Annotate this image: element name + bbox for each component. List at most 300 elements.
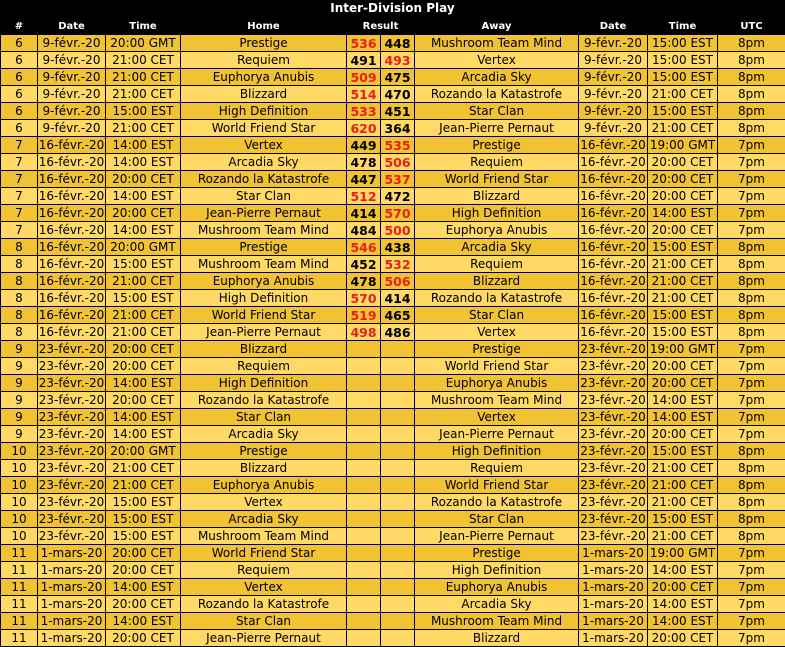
home-score-cell: [347, 375, 381, 392]
home-team-cell: World Friend Star: [181, 545, 347, 562]
away-time-cell: 19:00 GMT: [648, 545, 718, 562]
away-time-cell: 20:00 CET: [648, 171, 718, 188]
away-team-cell: Jean-Pierre Pernaut: [415, 120, 579, 137]
away-date-cell: 23-févr.-20: [579, 392, 648, 409]
away-team-cell: Rozando la Katastrofe: [415, 86, 579, 103]
week-cell: 9: [1, 409, 38, 426]
utc-cell: 8pm: [718, 86, 785, 103]
table-row: [1, 460, 785, 477]
home-score-cell: [347, 358, 381, 375]
away-team-cell: High Definition: [415, 205, 579, 222]
away-date-cell: 9-févr.-20: [579, 86, 648, 103]
week-cell: 8: [1, 324, 38, 341]
table-row: [1, 86, 785, 103]
away-team-cell: Mushroom Team Mind: [415, 613, 579, 630]
away-team-cell: Arcadia Sky: [415, 69, 579, 86]
week-cell: 8: [1, 273, 38, 290]
away-date-cell: 16-févr.-20: [579, 205, 648, 222]
away-score-cell: [381, 392, 415, 409]
away-team-cell: World Friend Star: [415, 358, 579, 375]
home-team-cell: Vertex: [181, 494, 347, 511]
away-date-cell: 23-févr.-20: [579, 511, 648, 528]
away-team-cell: Star Clan: [415, 307, 579, 324]
away-date-cell: 23-févr.-20: [579, 477, 648, 494]
home-score-cell: [347, 528, 381, 545]
away-time-cell: 21:00 CET: [648, 256, 718, 273]
home-date-cell: 9-févr.-20: [38, 52, 106, 69]
home-date-cell: 23-févr.-20: [38, 528, 106, 545]
utc-cell: 7pm: [718, 579, 785, 596]
away-time-cell: 15:00 EST: [648, 324, 718, 341]
home-score-cell: 447: [347, 171, 381, 188]
away-time-cell: 14:00 EST: [648, 409, 718, 426]
home-team-cell: Rozando la Katastrofe: [181, 171, 347, 188]
table-row: [1, 103, 785, 120]
table-row: [1, 171, 785, 188]
home-date-cell: 16-févr.-20: [38, 307, 106, 324]
home-team-cell: Requiem: [181, 358, 347, 375]
week-cell: 9: [1, 426, 38, 443]
utc-cell: 8pm: [718, 290, 785, 307]
away-team-cell: Blizzard: [415, 273, 579, 290]
home-score-cell: 414: [347, 205, 381, 222]
away-time-cell: 14:00 EST: [648, 392, 718, 409]
away-time-cell: 19:00 GMT: [648, 341, 718, 358]
table-row: [1, 137, 785, 154]
home-date-cell: 23-févr.-20: [38, 375, 106, 392]
away-score-cell: 532: [381, 256, 415, 273]
utc-cell: 7pm: [718, 222, 785, 239]
week-cell: 11: [1, 562, 38, 579]
week-cell: 10: [1, 477, 38, 494]
week-cell: 6: [1, 86, 38, 103]
table-row: [1, 494, 785, 511]
away-date-cell: 23-févr.-20: [579, 409, 648, 426]
away-score-cell: [381, 596, 415, 613]
table-row: [1, 273, 785, 290]
table-row: [1, 324, 785, 341]
away-time-cell: 20:00 CET: [648, 358, 718, 375]
utc-cell: 8pm: [718, 273, 785, 290]
away-time-cell: 20:00 CET: [648, 154, 718, 171]
away-date-cell: 9-févr.-20: [579, 103, 648, 120]
home-date-cell: 1-mars-20: [38, 596, 106, 613]
home-time-cell: 14:00 EST: [106, 188, 181, 205]
table-row: [1, 154, 785, 171]
utc-cell: 8pm: [718, 307, 785, 324]
away-team-cell: Prestige: [415, 545, 579, 562]
home-date-cell: 16-févr.-20: [38, 171, 106, 188]
away-team-cell: Euphorya Anubis: [415, 375, 579, 392]
away-time-cell: 14:00 EST: [648, 205, 718, 222]
away-score-cell: 472: [381, 188, 415, 205]
away-date-cell: 16-févr.-20: [579, 290, 648, 307]
utc-cell: 8pm: [718, 256, 785, 273]
home-time-cell: 14:00 EST: [106, 579, 181, 596]
away-time-cell: 21:00 CET: [648, 528, 718, 545]
away-score-cell: 465: [381, 307, 415, 324]
header-home-time: Time: [106, 18, 181, 35]
away-team-cell: Star Clan: [415, 103, 579, 120]
home-score-cell: [347, 613, 381, 630]
home-score-cell: 546: [347, 239, 381, 256]
away-time-cell: 21:00 CET: [648, 290, 718, 307]
home-team-cell: World Friend Star: [181, 307, 347, 324]
utc-cell: 7pm: [718, 154, 785, 171]
away-date-cell: 16-févr.-20: [579, 188, 648, 205]
table-row: [1, 239, 785, 256]
away-score-cell: [381, 528, 415, 545]
home-time-cell: 20:00 CET: [106, 630, 181, 647]
home-team-cell: Star Clan: [181, 188, 347, 205]
home-score-cell: [347, 579, 381, 596]
table-row: [1, 426, 785, 443]
home-time-cell: 15:00 EST: [106, 494, 181, 511]
home-time-cell: 20:00 GMT: [106, 35, 181, 52]
home-date-cell: 23-févr.-20: [38, 494, 106, 511]
table-row: [1, 562, 785, 579]
home-time-cell: 20:00 CET: [106, 205, 181, 222]
home-score-cell: [347, 511, 381, 528]
week-cell: 10: [1, 511, 38, 528]
away-date-cell: 23-févr.-20: [579, 375, 648, 392]
away-score-cell: 414: [381, 290, 415, 307]
away-team-cell: High Definition: [415, 562, 579, 579]
home-time-cell: 14:00 EST: [106, 426, 181, 443]
utc-cell: 8pm: [718, 239, 785, 256]
away-team-cell: Requiem: [415, 256, 579, 273]
home-date-cell: 1-mars-20: [38, 613, 106, 630]
away-time-cell: 21:00 CET: [648, 460, 718, 477]
table-row: [1, 409, 785, 426]
week-cell: 11: [1, 545, 38, 562]
away-date-cell: 23-févr.-20: [579, 460, 648, 477]
away-team-cell: Jean-Pierre Pernaut: [415, 426, 579, 443]
schedule-body: [1, 35, 785, 647]
home-date-cell: 1-mars-20: [38, 630, 106, 647]
utc-cell: 8pm: [718, 443, 785, 460]
away-time-cell: 15:00 EST: [648, 35, 718, 52]
home-team-cell: Mushroom Team Mind: [181, 528, 347, 545]
week-cell: 9: [1, 392, 38, 409]
home-score-cell: 570: [347, 290, 381, 307]
away-team-cell: Vertex: [415, 52, 579, 69]
home-time-cell: 21:00 CET: [106, 273, 181, 290]
away-score-cell: [381, 579, 415, 596]
home-team-cell: Euphorya Anubis: [181, 477, 347, 494]
home-time-cell: 15:00 EST: [106, 511, 181, 528]
away-score-cell: 451: [381, 103, 415, 120]
home-score-cell: [347, 494, 381, 511]
table-row: [1, 290, 785, 307]
home-team-cell: Jean-Pierre Pernaut: [181, 630, 347, 647]
utc-cell: 8pm: [718, 103, 785, 120]
away-date-cell: 16-févr.-20: [579, 239, 648, 256]
home-team-cell: Requiem: [181, 562, 347, 579]
week-cell: 7: [1, 154, 38, 171]
away-team-cell: Requiem: [415, 154, 579, 171]
header-row: [1, 18, 785, 35]
utc-cell: 7pm: [718, 545, 785, 562]
home-time-cell: 21:00 CET: [106, 69, 181, 86]
away-date-cell: 23-févr.-20: [579, 358, 648, 375]
utc-cell: 7pm: [718, 171, 785, 188]
home-time-cell: 14:00 EST: [106, 409, 181, 426]
away-time-cell: 21:00 CET: [648, 273, 718, 290]
away-date-cell: 16-févr.-20: [579, 154, 648, 171]
away-score-cell: 364: [381, 120, 415, 137]
table-row: [1, 69, 785, 86]
week-cell: 9: [1, 375, 38, 392]
home-date-cell: 23-févr.-20: [38, 409, 106, 426]
home-time-cell: 14:00 EST: [106, 375, 181, 392]
away-time-cell: 15:00 EST: [648, 511, 718, 528]
home-team-cell: Prestige: [181, 35, 347, 52]
header-away: Away: [415, 18, 579, 35]
home-time-cell: 15:00 EST: [106, 256, 181, 273]
away-team-cell: World Friend Star: [415, 171, 579, 188]
away-time-cell: 20:00 CET: [648, 375, 718, 392]
home-score-cell: 491: [347, 52, 381, 69]
home-score-cell: [347, 596, 381, 613]
away-time-cell: 20:00 CET: [648, 579, 718, 596]
home-time-cell: 14:00 EST: [106, 613, 181, 630]
away-time-cell: 21:00 CET: [648, 494, 718, 511]
away-score-cell: [381, 358, 415, 375]
home-time-cell: 21:00 CET: [106, 477, 181, 494]
home-score-cell: [347, 630, 381, 647]
utc-cell: 7pm: [718, 137, 785, 154]
away-date-cell: 16-févr.-20: [579, 137, 648, 154]
away-team-cell: Rozando la Katastrofe: [415, 494, 579, 511]
away-score-cell: 470: [381, 86, 415, 103]
away-time-cell: 14:00 EST: [648, 596, 718, 613]
home-time-cell: 21:00 CET: [106, 86, 181, 103]
away-score-cell: [381, 443, 415, 460]
home-team-cell: Vertex: [181, 579, 347, 596]
week-cell: 6: [1, 35, 38, 52]
header-home: Home: [181, 18, 347, 35]
home-score-cell: 519: [347, 307, 381, 324]
week-cell: 8: [1, 307, 38, 324]
utc-cell: 8pm: [718, 35, 785, 52]
away-time-cell: 21:00 CET: [648, 120, 718, 137]
away-team-cell: Arcadia Sky: [415, 596, 579, 613]
home-date-cell: 23-févr.-20: [38, 477, 106, 494]
away-score-cell: 537: [381, 171, 415, 188]
table-row: [1, 596, 785, 613]
home-score-cell: 620: [347, 120, 381, 137]
home-date-cell: 1-mars-20: [38, 562, 106, 579]
away-score-cell: [381, 426, 415, 443]
away-date-cell: 9-févr.-20: [579, 52, 648, 69]
away-score-cell: 506: [381, 154, 415, 171]
utc-cell: 8pm: [718, 120, 785, 137]
home-time-cell: 15:00 EST: [106, 528, 181, 545]
header-week: #: [1, 18, 38, 35]
home-score-cell: [347, 460, 381, 477]
home-time-cell: 21:00 CET: [106, 52, 181, 69]
away-score-cell: [381, 613, 415, 630]
home-team-cell: Star Clan: [181, 613, 347, 630]
home-score-cell: 478: [347, 273, 381, 290]
home-date-cell: 16-févr.-20: [38, 205, 106, 222]
week-cell: 7: [1, 137, 38, 154]
away-date-cell: 9-févr.-20: [579, 120, 648, 137]
away-score-cell: [381, 477, 415, 494]
home-time-cell: 20:00 CET: [106, 392, 181, 409]
away-time-cell: 14:00 EST: [648, 562, 718, 579]
away-date-cell: 9-févr.-20: [579, 69, 648, 86]
home-team-cell: Euphorya Anubis: [181, 69, 347, 86]
home-score-cell: [347, 562, 381, 579]
away-date-cell: 23-févr.-20: [579, 443, 648, 460]
table-row: [1, 630, 785, 647]
table-row: [1, 579, 785, 596]
week-cell: 7: [1, 205, 38, 222]
home-time-cell: 21:00 CET: [106, 307, 181, 324]
home-date-cell: 23-févr.-20: [38, 460, 106, 477]
utc-cell: 7pm: [718, 409, 785, 426]
utc-cell: 7pm: [718, 392, 785, 409]
home-team-cell: Euphorya Anubis: [181, 273, 347, 290]
home-team-cell: Blizzard: [181, 460, 347, 477]
utc-cell: 7pm: [718, 426, 785, 443]
home-time-cell: 20:00 GMT: [106, 239, 181, 256]
home-time-cell: 21:00 CET: [106, 460, 181, 477]
home-team-cell: Vertex: [181, 137, 347, 154]
week-cell: 7: [1, 222, 38, 239]
away-time-cell: 21:00 CET: [648, 477, 718, 494]
home-team-cell: Prestige: [181, 443, 347, 460]
away-time-cell: 15:00 EST: [648, 443, 718, 460]
home-date-cell: 23-févr.-20: [38, 358, 106, 375]
home-time-cell: 15:00 EST: [106, 290, 181, 307]
away-date-cell: 23-févr.-20: [579, 494, 648, 511]
week-cell: 6: [1, 52, 38, 69]
week-cell: 6: [1, 120, 38, 137]
away-score-cell: 570: [381, 205, 415, 222]
header-utc: UTC: [718, 18, 785, 35]
week-cell: 11: [1, 613, 38, 630]
home-team-cell: High Definition: [181, 103, 347, 120]
away-team-cell: Arcadia Sky: [415, 239, 579, 256]
home-date-cell: 23-févr.-20: [38, 392, 106, 409]
utc-cell: 8pm: [718, 511, 785, 528]
table-row: [1, 375, 785, 392]
home-time-cell: 20:00 CET: [106, 545, 181, 562]
away-time-cell: 14:00 EST: [648, 613, 718, 630]
home-date-cell: 16-févr.-20: [38, 239, 106, 256]
away-date-cell: 1-mars-20: [579, 596, 648, 613]
table-row: [1, 545, 785, 562]
away-team-cell: Prestige: [415, 341, 579, 358]
home-score-cell: [347, 443, 381, 460]
away-team-cell: Euphorya Anubis: [415, 222, 579, 239]
home-date-cell: 23-févr.-20: [38, 341, 106, 358]
home-score-cell: [347, 392, 381, 409]
away-team-cell: High Definition: [415, 443, 579, 460]
away-time-cell: 15:00 EST: [648, 69, 718, 86]
home-score-cell: 484: [347, 222, 381, 239]
utc-cell: 7pm: [718, 205, 785, 222]
home-date-cell: 16-févr.-20: [38, 222, 106, 239]
away-time-cell: 15:00 EST: [648, 239, 718, 256]
home-team-cell: High Definition: [181, 375, 347, 392]
away-score-cell: 438: [381, 239, 415, 256]
away-time-cell: 21:00 CET: [648, 86, 718, 103]
home-score-cell: 478: [347, 154, 381, 171]
home-date-cell: 23-févr.-20: [38, 443, 106, 460]
home-date-cell: 16-févr.-20: [38, 324, 106, 341]
home-score-cell: 512: [347, 188, 381, 205]
utc-cell: 8pm: [718, 528, 785, 545]
away-team-cell: Blizzard: [415, 630, 579, 647]
utc-cell: 8pm: [718, 52, 785, 69]
utc-cell: 8pm: [718, 69, 785, 86]
utc-cell: 7pm: [718, 188, 785, 205]
week-cell: 10: [1, 494, 38, 511]
away-score-cell: 448: [381, 35, 415, 52]
home-time-cell: 20:00 CET: [106, 171, 181, 188]
away-score-cell: [381, 511, 415, 528]
away-team-cell: Vertex: [415, 324, 579, 341]
away-time-cell: 19:00 GMT: [648, 137, 718, 154]
home-score-cell: 536: [347, 35, 381, 52]
away-score-cell: [381, 460, 415, 477]
home-date-cell: 16-févr.-20: [38, 188, 106, 205]
home-team-cell: Mushroom Team Mind: [181, 256, 347, 273]
table-row: [1, 188, 785, 205]
home-score-cell: [347, 409, 381, 426]
home-score-cell: 449: [347, 137, 381, 154]
schedule-table: [0, 17, 785, 647]
home-date-cell: 9-févr.-20: [38, 120, 106, 137]
week-cell: 11: [1, 579, 38, 596]
home-date-cell: 1-mars-20: [38, 545, 106, 562]
home-date-cell: 9-févr.-20: [38, 69, 106, 86]
away-score-cell: [381, 341, 415, 358]
home-score-cell: 498: [347, 324, 381, 341]
home-time-cell: 21:00 CET: [106, 120, 181, 137]
away-score-cell: 506: [381, 273, 415, 290]
away-score-cell: 475: [381, 69, 415, 86]
table-row: [1, 120, 785, 137]
away-team-cell: Rozando la Katastrofe: [415, 290, 579, 307]
week-cell: 10: [1, 460, 38, 477]
home-score-cell: 533: [347, 103, 381, 120]
week-cell: 6: [1, 69, 38, 86]
home-time-cell: 20:00 GMT: [106, 443, 181, 460]
away-score-cell: 535: [381, 137, 415, 154]
away-date-cell: 23-févr.-20: [579, 341, 648, 358]
away-team-cell: Vertex: [415, 409, 579, 426]
home-score-cell: [347, 477, 381, 494]
away-date-cell: 16-févr.-20: [579, 273, 648, 290]
week-cell: 8: [1, 239, 38, 256]
home-date-cell: 23-févr.-20: [38, 511, 106, 528]
home-date-cell: 16-févr.-20: [38, 137, 106, 154]
home-time-cell: 14:00 EST: [106, 137, 181, 154]
home-score-cell: 509: [347, 69, 381, 86]
home-date-cell: 23-févr.-20: [38, 426, 106, 443]
table-title: Inter-Division Play: [0, 0, 785, 17]
utc-cell: 8pm: [718, 460, 785, 477]
away-team-cell: Blizzard: [415, 188, 579, 205]
away-team-cell: Euphorya Anubis: [415, 579, 579, 596]
home-date-cell: 16-févr.-20: [38, 256, 106, 273]
table-row: [1, 52, 785, 69]
